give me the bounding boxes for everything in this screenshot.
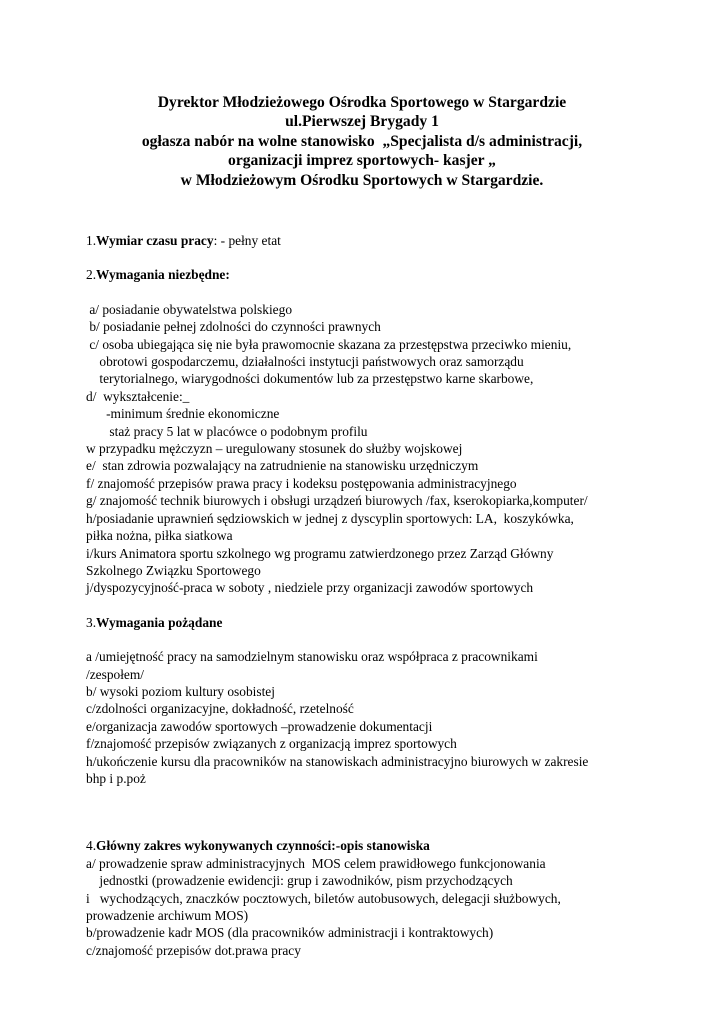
section-3-list	[86, 648, 706, 787]
section-number: 1.	[86, 233, 97, 248]
document-title	[0, 93, 724, 190]
title-line-1: Dyrektor Młodzieżowego Ośrodka Sportowego w Stargardzie	[157, 94, 567, 111]
list-item: i/kurs Animatora sportu szkolnego wg programu zatwierdzonego przez Zarząd Główny	[86, 545, 554, 561]
list-item: g/ znajomość technik biurowych i obsługi urządzeń biurowych /fax, kserokopiarka,komputer/	[86, 493, 588, 509]
list-item: obrotowi gospodarczemu, działalności instytucji państwowych oraz samorządu	[86, 354, 524, 370]
list-item: w przypadku mężczyzn – uregulowany stosunek do służby wojskowej	[86, 441, 463, 457]
list-item: jednostki (prowadzenie ewidencji: grup i zawodników, pism przychodzących	[86, 873, 513, 889]
list-item: a /umiejętność pracy na samodzielnym stanowisku oraz współpraca z pracownikami	[86, 649, 538, 665]
section-4-list	[86, 855, 706, 959]
section-title: Wymagania niezbędne:	[96, 267, 230, 283]
section-title: Wymagania pożądane	[96, 614, 223, 630]
title-line-3: ogłasza nabór na wolne stanowisko „Specjalista d/s administracji,	[141, 132, 583, 150]
list-item: e/organizacja zawodów sportowych –prowadzenie dokumentacji	[86, 718, 433, 734]
list-item: a/ posiadanie obywatelstwa polskiego	[86, 301, 293, 317]
list-item: staż pracy 5 lat w placówce o podobnym profilu	[86, 423, 368, 439]
section-2-heading	[86, 266, 706, 283]
list-item: bhp i p.poż	[86, 770, 146, 786]
list-item: e/ stan zdrowia pozwalający na zatrudnienie na stanowisku urzędniczym	[86, 458, 479, 474]
list-item: b/prowadzenie kadr MOS (dla pracowników administracji i kontraktowych)	[86, 925, 494, 941]
list-item: terytorialnego, wiarygodności dokumentów lub za przestępstwo karne skarbowe,	[86, 371, 534, 387]
title-line-2: ul.Pierwszej Brygady 1	[285, 113, 439, 131]
list-item: h/ukończenie kursu dla pracowników na stanowiskach administracyjno biurowych w zakresie	[86, 753, 589, 769]
title-line-4: organizacji imprez sportowych- kasjer „	[228, 152, 496, 170]
section-2-list	[86, 301, 706, 597]
section-value: : - pełny etat	[213, 233, 281, 248]
title-line-5: w Młodzieżowym Ośrodku Sportowych w Stargardzie.	[180, 171, 544, 189]
section-3-heading	[86, 614, 706, 631]
list-item: c/zdolności organizacyjne, dokładność, rzetelność	[86, 701, 354, 717]
section-number: 3.	[86, 614, 97, 630]
section-1-heading	[86, 232, 706, 249]
list-item: piłka nożna, piłka siatkowa	[86, 528, 233, 544]
list-item: Szkolnego Związku Sportowego	[86, 562, 261, 578]
list-item: a/ prowadzenie spraw administracyjnych MOS celem prawidłowego funkcjonowania	[86, 855, 546, 871]
section-title: Główny zakres wykonywanych czynności:-opis stanowiska	[96, 838, 430, 854]
list-item: f/ znajomość przepisów prawa pracy i kodeksu postępowania administracyjnego	[86, 475, 517, 491]
list-item: b/ posiadanie pełnej zdolności do czynności prawnych	[86, 319, 381, 335]
list-item: -minimum średnie ekonomiczne	[86, 406, 280, 422]
section-number: 2.	[86, 267, 97, 283]
document-body	[86, 232, 706, 959]
section-title: Wymiar czasu pracy	[96, 233, 214, 248]
section-4-heading	[86, 837, 706, 854]
list-item: c/znajomość przepisów dot.prawa pracy	[86, 942, 301, 958]
list-item: prowadzenie archiwum MOS)	[86, 908, 249, 923]
list-item: h/posiadanie uprawnień sędziowskich w jednej z dyscyplin sportowych: LA, koszykówka,	[86, 510, 574, 526]
section-number: 4.	[86, 838, 97, 854]
list-item: d/ wykształcenie:_	[86, 388, 190, 404]
list-item: c/ osoba ubiegająca się nie była prawomocnie skazana za przestępstwa przeciwko mieniu,	[86, 336, 572, 352]
list-item: b/ wysoki poziom kultury osobistej	[86, 683, 275, 699]
list-item: i wychodzących, znaczków pocztowych, biletów autobusowych, delegacji służbowych,	[86, 890, 561, 906]
list-item: j/dyspozycyjność-praca w soboty , niedziele przy organizacji zawodów sportowych	[86, 580, 534, 596]
list-item: /zespołem/	[86, 666, 145, 682]
list-item: f/znajomość przepisów związanych z organizacją imprez sportowych	[86, 736, 457, 752]
